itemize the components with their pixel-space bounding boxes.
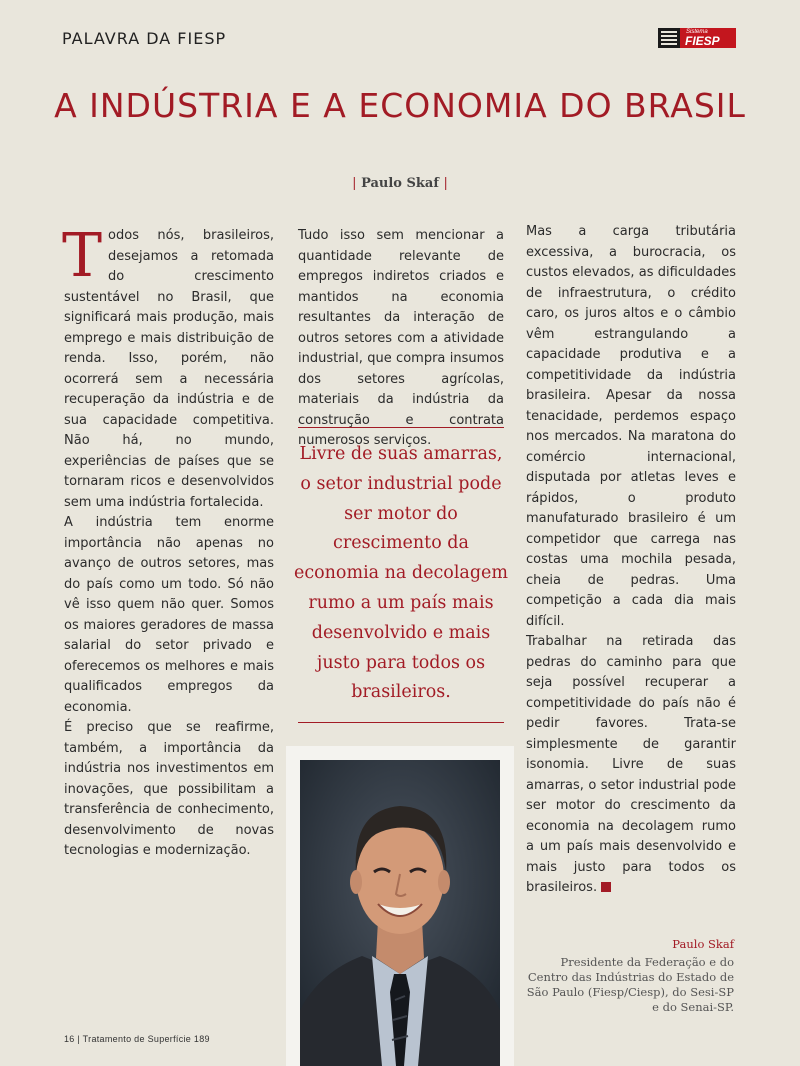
page-folio: 16 | Tratamento de Superfície 189 bbox=[64, 1034, 210, 1044]
column-2 bbox=[298, 226, 504, 452]
paragraph: Tudo isso sem mencionar a quantidade relevante de empregos indiretos criados e mantidos na economia resultantes da interação de outros setores com a atividade industrial, que compra insumos dos setores agrícolas, materiais da indústria da construção e contrata numerosos serviços. bbox=[298, 228, 504, 448]
paragraph bbox=[526, 632, 736, 899]
paragraph-text: Trabalhar na retirada das pedras do caminho para que seja possível recuperar a competitividade do país não é pedir favores. Trata-se simplesmente de garantir isonomia. Livre de suas amarras, o setor industrial pode ser motor do crescimento da economia na decolagem rumo a um país mais desenvolvido e mais justo para todos os brasileiros. bbox=[526, 634, 736, 895]
caption-role: Presidente da Federação e do Centro das Indústrias do Estado de São Paulo (Fiesp/Ciesp), do Sesi-SP e do Senai-SP. bbox=[526, 955, 734, 1014]
logo-wordmark bbox=[680, 28, 736, 48]
logo-small-text: Sistema bbox=[686, 29, 708, 35]
byline-left-bar: | bbox=[352, 176, 357, 191]
column-1 bbox=[62, 221, 274, 862]
byline-right-bar: | bbox=[443, 176, 448, 191]
column-3 bbox=[526, 222, 736, 899]
caption-name: Paulo Skaf bbox=[672, 937, 734, 951]
byline bbox=[0, 176, 800, 191]
author-portrait bbox=[300, 760, 500, 1066]
fiesp-logo bbox=[658, 28, 736, 48]
pull-quote-top-rule bbox=[298, 427, 504, 428]
pull-quote-bottom-rule bbox=[298, 722, 504, 723]
end-mark-icon bbox=[601, 882, 611, 892]
byline-author: Paulo Skaf bbox=[361, 176, 439, 191]
paragraph: Mas a carga tributária excessiva, a burocracia, os custos elevados, as dificuldades de infraestrutura, o crédito caro, os juros altos e o câmbio vêm estrangulando a capacidade produtiva e a competitividade da indústria brasileira. Apesar da nossa tenacidade, perdemos espaço nos mercados. Na maratona do comércio internacional, disputada por atletas leves e rápidos, o produto manufaturado brasileiro é um competidor que carrega nas costas uma mochila pesada, cheia de pedras. Uma competição a cada dia mais difícil. bbox=[526, 224, 736, 629]
portrait-illustration bbox=[300, 760, 500, 1066]
logo-big-text: FIESP bbox=[685, 34, 720, 48]
paragraph: É preciso que se reafirme, também, a importância da indústria nos investimentos em inovações, que possibilitam a transferência de conhecimento, desenvolvimento de novas tecnologias e modernização. bbox=[64, 720, 274, 858]
section-label: PALAVRA DA FIESP bbox=[62, 29, 227, 48]
logo-mark-icon bbox=[658, 28, 680, 48]
paragraph-text: odos nós, brasileiros, desejamos a retomada do crescimento sustentável no Brasil, que significará mais produção, mais emprego e mais distribuição de renda. Isso, porém, não ocorrerá sem a necessária recuperação da indústria e de sua capacidade competitiva. Não há, no mundo, experiências de países que se tornaram ricos e desenvolvidos sem uma indústria fortalecida. bbox=[64, 228, 274, 510]
photo-caption bbox=[524, 937, 734, 1015]
article-title: A INDÚSTRIA E A ECONOMIA DO BRASIL bbox=[54, 86, 746, 125]
paragraph bbox=[62, 221, 274, 513]
paragraph: A indústria tem enorme importância não apenas no avanço de outros setores, mas do país como um todo. Só não vê isso quem não quer. Somos os maiores geradores de massa salarial do setor privado e oferecemos os melhores e mais qualificados empregos da economia. bbox=[64, 515, 274, 715]
drop-cap: T bbox=[62, 221, 103, 291]
pull-quote: Livre de suas amarras, o setor industrial pode ser motor do crescimento da economia na decolagem rumo a um país mais desenvolvido e mais justo para todos os brasileiros. bbox=[293, 444, 509, 703]
